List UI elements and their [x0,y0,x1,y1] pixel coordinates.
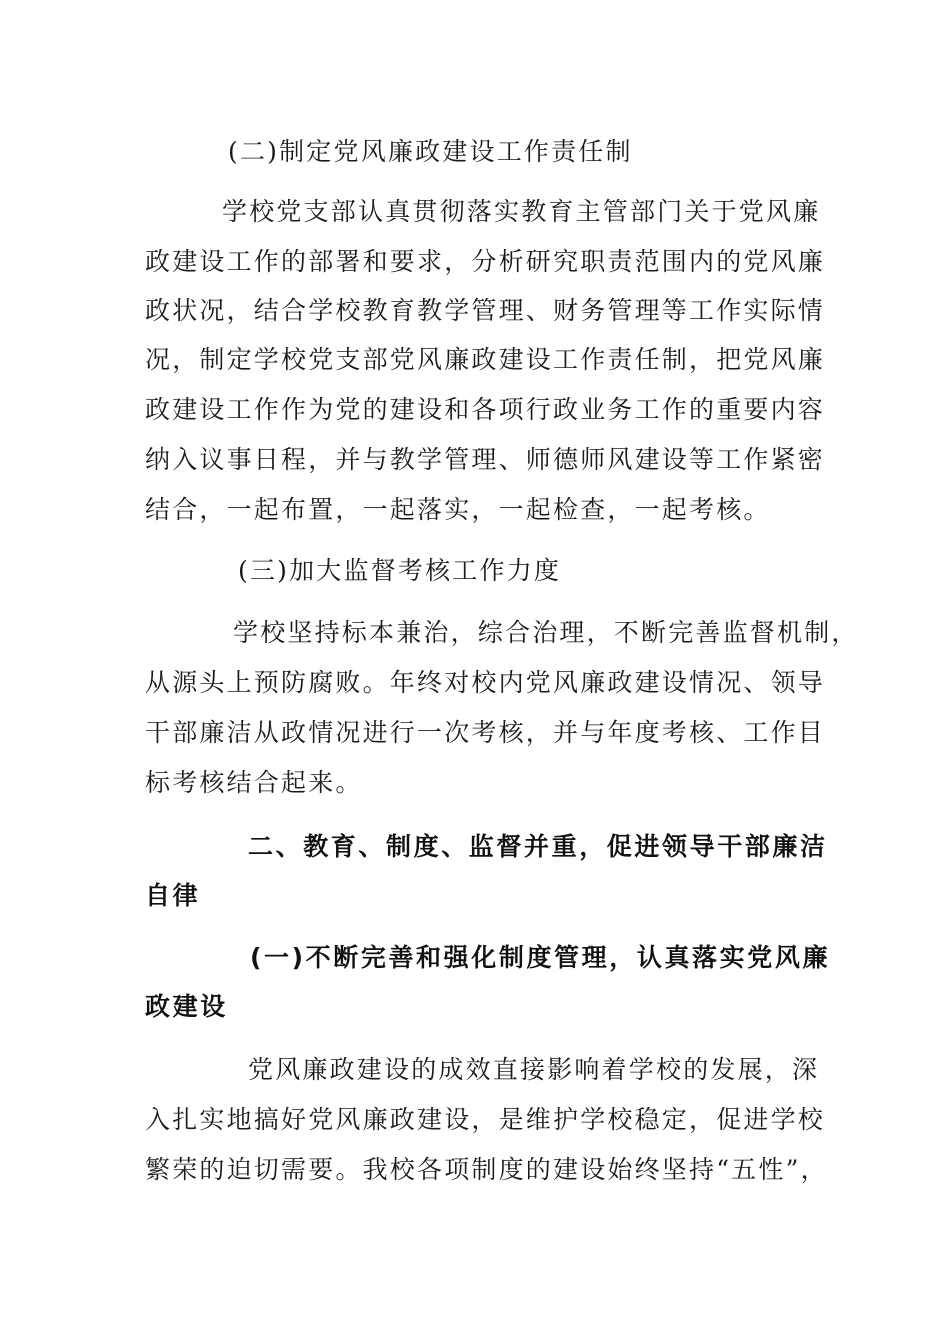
paragraph-line: 入扎实地搞好党风廉政建设，是维护学校稳定，促进学校 [145,1105,826,1134]
paragraph-line: 况，制定学校党支部党风廉政建设工作责任制，把党风廉 [145,345,826,374]
paragraph-line: 干部廉洁从政情况进行一次考核，并与年度考核、工作目 [145,718,826,747]
main-heading-continuation: 自律 [145,881,201,910]
paragraph-line: 标考核结合起来。 [145,768,363,797]
paragraph-line: 政建设工作作为党的建设和各项行政业务工作的重要内容 [145,395,826,424]
sub-heading: (一)不断完善和强化制度管理，认真落实党风廉 [250,943,831,972]
paragraph-line: 结合，一起布置，一起落实，一起检查，一起考核。 [145,495,771,524]
paragraph-line: 从源头上预防腐败。年终对校内党风廉政建设情况、领导 [145,668,826,697]
sub-heading-continuation: 政建设 [145,992,228,1021]
paragraph-line: 繁荣的迫切需要。我校各项制度的建设始终坚持“五性”， [145,1155,828,1184]
paragraph-line: 纳入议事日程，并与教学管理、师德师风建设等工作紧密 [145,445,826,474]
paragraph-line: 党风廉政建设的成效直接影响着学校的发展，深 [248,1055,820,1084]
paragraph-line: 学校坚持标本兼治，综合治理，不断完善监督机制， [233,618,859,647]
paragraph-line: 政建设工作的部署和要求，分析研究职责范围内的党风廉 [145,247,826,276]
main-heading: 二、教育、制度、监督并重，促进领导干部廉洁 [248,832,828,861]
section-heading-2: (二)制定党风廉政建设工作责任制 [228,137,633,166]
section-heading-3: (三)加大监督考核工作力度 [238,556,562,585]
paragraph-line: 学校党支部认真贯彻落实教育主管部门关于党风廉 [222,197,821,226]
paragraph-line: 政状况，结合学校教育教学管理、财务管理等工作实际情 [145,296,826,325]
